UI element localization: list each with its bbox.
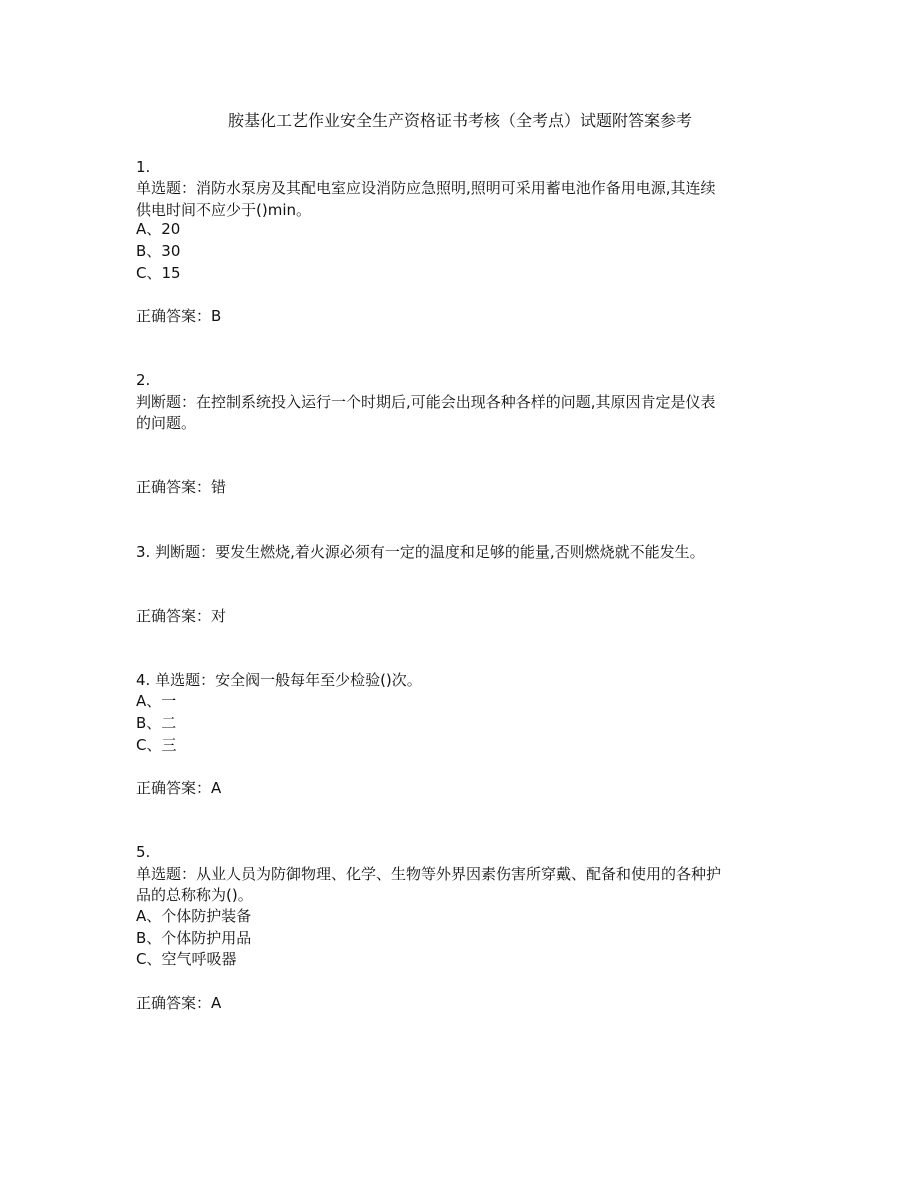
question-stem: 单选题：消防水泵房及其配电室应设消防应急照明,照明可采用蓄电池作备用电源,其连续 bbox=[136, 179, 716, 197]
question-number: 5. bbox=[136, 843, 151, 861]
option-a: A、一 bbox=[136, 692, 177, 710]
question-stem: 判断题：在控制系统投入运行一个时期后,可能会出现各种各样的问题,其原因肯定是仪表 bbox=[136, 393, 716, 411]
correct-answer: 正确答案：对 bbox=[136, 607, 227, 625]
question-stem: 3. 判断题：要发生燃烧,着火源必须有一定的温度和足够的能量,否则燃烧就不能发生。 bbox=[136, 543, 705, 561]
correct-answer: 正确答案：错 bbox=[136, 478, 227, 496]
correct-answer: 正确答案：A bbox=[136, 994, 222, 1012]
option-b: B、个体防护用品 bbox=[136, 929, 252, 947]
option-b: B、二 bbox=[136, 714, 177, 732]
option-a: A、20 bbox=[136, 220, 181, 238]
question-stem: 4. 单选题：安全阀一般每年至少检验()次。 bbox=[136, 671, 422, 689]
question-stem-continued: 供电时间不应少于()min。 bbox=[136, 201, 311, 219]
correct-answer: 正确答案：A bbox=[136, 779, 222, 797]
option-b: B、30 bbox=[136, 242, 181, 260]
correct-answer: 正确答案：B bbox=[136, 307, 222, 325]
question-stem-continued: 品的总称称为()。 bbox=[136, 886, 253, 904]
document-title: 胺基化工艺作业安全生产资格证书考核（全考点）试题附答案参考 bbox=[227, 111, 692, 130]
option-c: C、15 bbox=[136, 264, 181, 282]
option-a: A、个体防护装备 bbox=[136, 907, 252, 925]
question-stem-continued: 的问题。 bbox=[136, 414, 197, 432]
option-c: C、三 bbox=[136, 736, 177, 754]
question-number: 2. bbox=[136, 371, 151, 389]
question-number: 1. bbox=[136, 158, 151, 176]
option-c: C、空气呼吸器 bbox=[136, 950, 237, 968]
question-stem: 单选题：从业人员为防御物理、化学、生物等外界因素伤害所穿戴、配备和使用的各种护 bbox=[136, 865, 722, 883]
